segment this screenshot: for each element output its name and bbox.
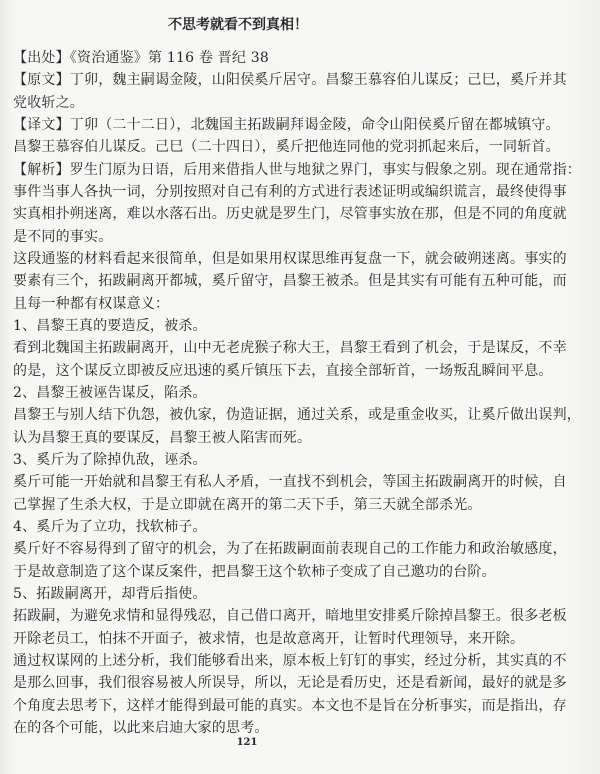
text-line: 己掌握了生杀大权，于是立即就在离开的第二天下手，第三天就全部杀光。: [13, 496, 482, 513]
text-line: 昌黎王与别人结下仇怨，被仇家，伪造证据，通过关系，或是重金收买，让奚斤做出误判，: [13, 407, 581, 424]
text-line: 【出处】《资治通鉴》第 116 卷 晋纪 38: [13, 50, 269, 66]
text-line: 要素有三个，拓跋嗣离开都城，奚斤留守，昌黎王被杀。但是其实有可能有五种可能，而: [13, 273, 567, 290]
text-line: 党收斩之。: [13, 94, 84, 111]
page-number: 121: [236, 737, 258, 748]
text-line: 实真相扑朔迷离，难以水落石出。历史就是罗生门，尽管事实放在那，但是不同的角度就: [13, 206, 567, 223]
text-line: 的是，这个谋反立即被反应迅速的奚斤镇压下去，直接全部斩首，一场叛乱瞬间平息。: [13, 362, 553, 379]
text-line: 在的各个可能，以此来启迪大家的思考。: [13, 719, 269, 736]
text-line: 个角度去思考下，这样才能得到最可能的真实。本文也不是旨在分析事实，而是指出，存: [13, 697, 567, 714]
text-line: 4、奚斤为了立功，找软柿子。: [13, 518, 207, 535]
text-line: 1、昌黎王真的要造反，被杀。: [13, 317, 207, 334]
article-body: [13, 47, 581, 739]
text-line: 开除老员工，怕抹不开面子，被求情，也是故意离开，让暂时代理领导，来开除。: [13, 630, 525, 647]
text-line: 2、昌黎王被诬告谋反，陷杀。: [13, 384, 207, 401]
text-line: 昌黎王慕容伯儿谋反。己巳（二十四日），奚斤把他连同他的党羽抓起来后，一同斩首。: [13, 139, 560, 156]
text-line: 【解析】罗生门原为日语，后用来借指人世与地狱之界门，事实与假象之别。现在通常指：: [13, 161, 581, 178]
text-line: 奚斤可能一开始就和昌黎王有私人矛盾，一直找不到机会，等国主拓跋嗣离开的时候，自: [13, 474, 567, 491]
text-line: 且每一种都有权谋意义：: [13, 295, 170, 312]
text-line: 【译文】丁卯（二十二日），北魏国主拓跋嗣拜谒金陵，命令山阳侯奚斤留在都城镇守。: [13, 116, 560, 133]
text-line: 于是故意制造了这个谋反案件，把昌黎王这个软柿子变成了自己邀功的台阶。: [13, 563, 496, 580]
text-line: 认为昌黎王真的要谋反，昌黎王被人陷害而死。: [13, 429, 312, 446]
text-line: 是不同的事实。: [13, 228, 113, 245]
text-line: 看到北魏国主拓跋嗣离开，山中无老虎猴子称大王，昌黎王看到了机会，于是谋反，不幸: [13, 340, 567, 357]
page-title: 不思考就看不到真相！: [168, 17, 308, 33]
text-line: 事件当事人各执一词，分别按照对自己有利的方式进行表述证明或编织谎言，最终使得事: [13, 183, 567, 200]
text-line: 这段通鉴的材料看起来很简单，但是如果用权谋思维再复盘一下，就会破朔迷离。事实的: [13, 250, 567, 267]
text-line: 通过权谋网的上述分析，我们能够看出来，原本板上钉钉的事实，经过分析，其实真的不: [13, 652, 567, 669]
text-line: 是那么回事，我们很容易被人所误导，所以，无论是看历史，还是看新闻，最好的就是多: [13, 675, 567, 692]
text-line: 奚斤好不容易得到了留守的机会，为了在拓跋嗣面前表现自己的工作能力和政治敏感度，: [13, 541, 567, 558]
text-line: 【原文】丁卯，魏主嗣谒金陵，山阳侯奚斤居守。昌黎王慕容伯儿谋反；己巳，奚斤并其: [13, 72, 567, 89]
text-line: 拓跋嗣，为避免求情和显得残忍，自己借口离开，暗地里安排奚斤除掉昌黎王。很多老板: [13, 608, 567, 625]
text-line: 5、拓跋嗣离开，却背后指使。: [13, 585, 207, 602]
text-line: 3、奚斤为了除掉仇敌，诬杀。: [13, 451, 207, 468]
